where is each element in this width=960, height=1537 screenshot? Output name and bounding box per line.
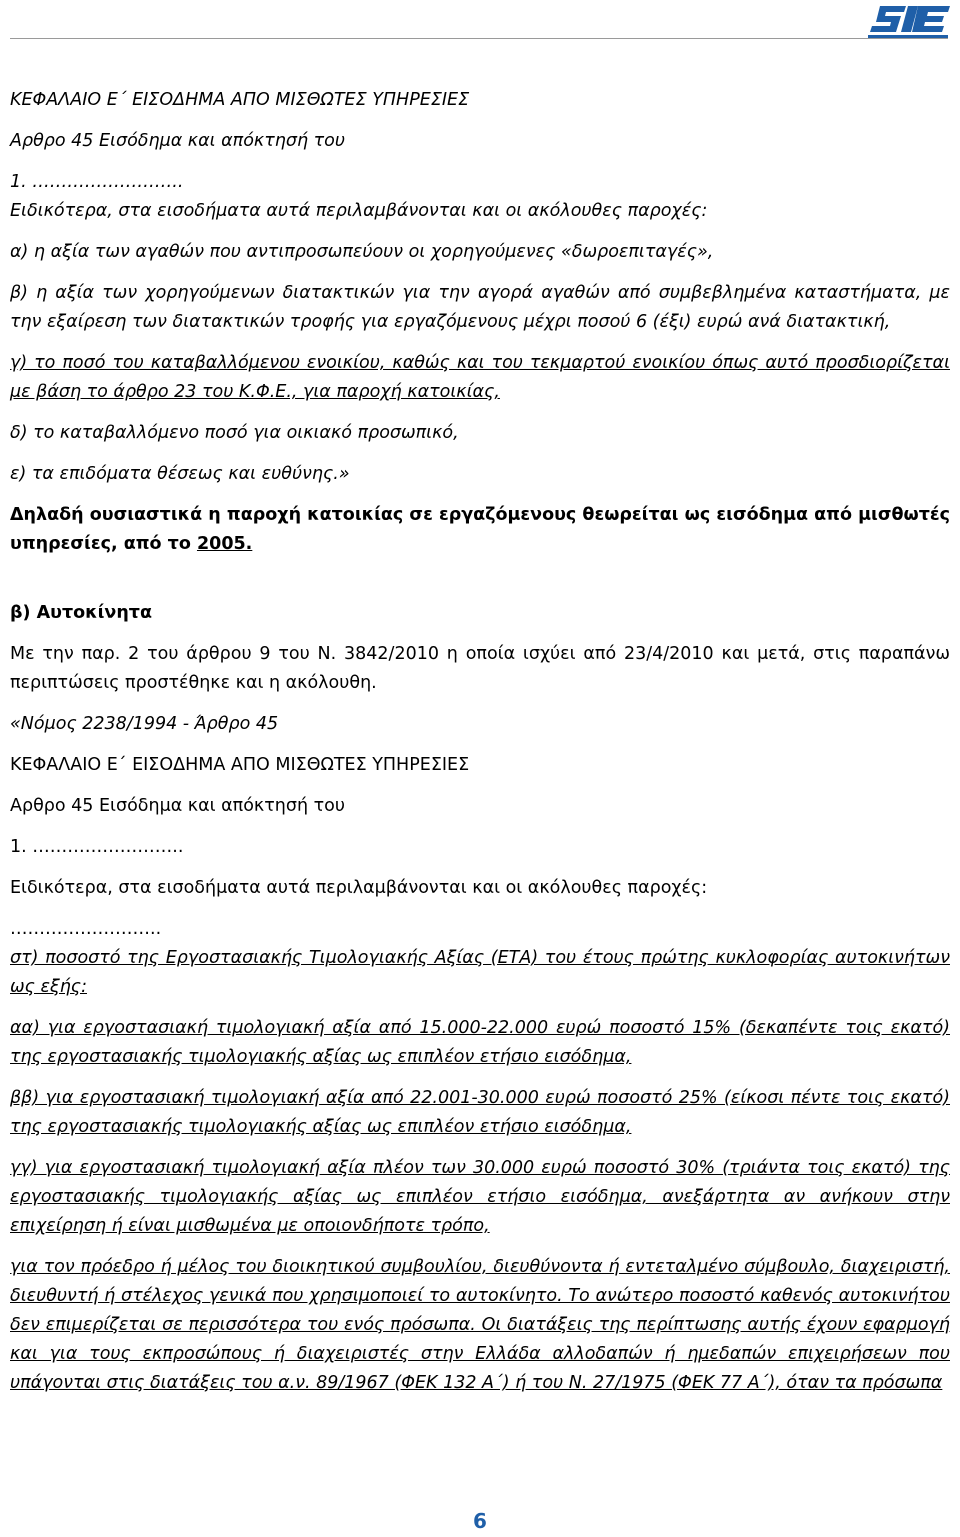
header-divider xyxy=(10,38,948,39)
summary-year: 2005. xyxy=(196,534,253,554)
persons-paragraph: για τον πρόεδρο ή μέλος του διοικητικού συμβουλίου, διευθύνοντα ή εντεταλμένο σύμβουλο, διαχειριστή, διευθυντή ή στέλεχος γενικά που χρησιμοποιεί το αυτοκίνητο. Το ανώτερο ποσοστό καθενός αυτοκινήτου δεν επιμερίζεται σε περισσότερα του ενός πρόσωπα. Οι διατάξεις της περίπτωσης αυτής έχουν εφαρμογή και για τους εκπροσώπους ή διαχειριστές στην Ελλάδα αλλοδαπών ή ημεδαπών επιχειρήσεων που υπάγονται στις διατάξεις του α.ν. 89/1967 (ΦΕΚ 132 Α΄) ή του Ν. 27/1975 (ΦΕΚ 77 Α΄), όταν τα πρόσωπα xyxy=(10,1257,950,1393)
chapter-heading-2: ΚΕΦΑΛΑΙΟ Ε΄ ΕΙΣΟΔΗΜΑ ΑΠΟ ΜΙΣΘΩΤΕΣ ΥΠΗΡΕΣΙΕΣ xyxy=(10,755,470,775)
law-reference: Με την παρ. 2 του άρθρου 9 του Ν. 3842/2010 η οποία ισχύει από 23/4/2010 και μετά, στις παραπάνω περιπτώσεις προστέθηκε και η ακόλουθη. xyxy=(10,644,950,693)
item-a: α) η αξία των αγαθών που αντιπροσωπεύουν οι χορηγούμενες «δωροεπιταγές», xyxy=(10,242,714,262)
paragraph-1-2: 1. …………………….. xyxy=(10,837,184,857)
paragraph-1: 1. …………………….. xyxy=(10,172,184,192)
intro-paragraph: Ειδικότερα, στα εισοδήματα αυτά περιλαμβάνονται και οι ακόλουθες παροχές: xyxy=(10,201,708,221)
summary-paragraph xyxy=(10,501,950,559)
law-quote-title: «Νόμος 2238/1994 - Άρθρο 45 xyxy=(10,714,279,734)
ellipsis-line: …………………….. xyxy=(10,919,162,939)
article-heading-2: Αρθρο 45 Εισόδημα και απόκτησή του xyxy=(10,796,345,816)
item-e: ε) τα επιδόματα θέσεως και ευθύνης.» xyxy=(10,464,350,484)
document-body xyxy=(10,86,950,1410)
sae-logo-icon xyxy=(866,2,952,42)
article-heading: Αρθρο 45 Εισόδημα και απόκτησή του xyxy=(10,131,345,151)
section-heading-cars: β) Αυτοκίνητα xyxy=(10,603,152,623)
page-number: 6 xyxy=(473,1509,487,1533)
chapter-heading: ΚΕΦΑΛΑΙΟ Ε΄ ΕΙΣΟΔΗΜΑ ΑΠΟ ΜΙΣΘΩΤΕΣ ΥΠΗΡΕΣΙΕΣ xyxy=(10,90,470,110)
item-c: γ) το ποσό του καταβαλλόμενου ενοικίου, καθώς και του τεκμαρτού ενοικίου όπως αυτό προσδιορίζεται με βάση το άρθρο 23 του Κ.Φ.Ε., για παροχή κατοικίας, xyxy=(10,353,950,402)
item-d: δ) το καταβαλλόμενο ποσό για οικιακό προσωπικό, xyxy=(10,423,459,443)
summary-text: Δηλαδή ουσιαστικά η παροχή κατοικίας σε εργαζόμενους θεωρείται ως εισόδημα από μισθωτές υπηρεσίες, από το xyxy=(10,505,950,554)
item-b: β) η αξία των χορηγούμενων διατακτικών για την αγορά αγαθών από συμβεβλημένα καταστήματα, με την εξαίρεση των διατακτικών τροφής για εργαζόμενους μέχρι ποσού 6 (έξι) ευρώ ανά διατακτική, xyxy=(10,283,950,332)
spacer xyxy=(10,571,950,599)
item-gg: γγ) για εργοστασιακή τιμολογιακή αξία πλέον των 30.000 ευρώ ποσοστό 30% (τριάντα τοις εκατό) της εργοστασιακής τιμολογιακής αξίας ως επιπλέον ετήσιο εισόδημα, ανεξάρτητα αν ανήκουν στην επιχείρηση ή είναι μισθωμένα με οποιονδήποτε τρόπο, xyxy=(10,1158,950,1236)
item-bb: ββ) για εργοστασιακή τιμολογιακή αξία από 22.001-30.000 ευρώ ποσοστό 25% (είκοσι πέντε τοις εκατό) της εργοστασιακής τιμολογιακής αξίας ως επιπλέον ετήσιο εισόδημα, xyxy=(10,1088,950,1137)
item-st: στ) ποσοστό της Εργοστασιακής Τιμολογιακής Αξίας (ΕΤΑ) του έτους πρώτης κυκλοφορίας αυτοκινήτων ως εξής: xyxy=(10,948,950,997)
item-aa: αα) για εργοστασιακή τιμολογιακή αξία από 15.000-22.000 ευρώ ποσοστό 15% (δεκαπέντε τοις εκατό) της εργοστασιακής τιμολογιακής αξίας ως επιπλέον ετήσιο εισόδημα, xyxy=(10,1018,950,1067)
intro-paragraph-2: Ειδικότερα, στα εισοδήματα αυτά περιλαμβάνονται και οι ακόλουθες παροχές: xyxy=(10,878,708,898)
